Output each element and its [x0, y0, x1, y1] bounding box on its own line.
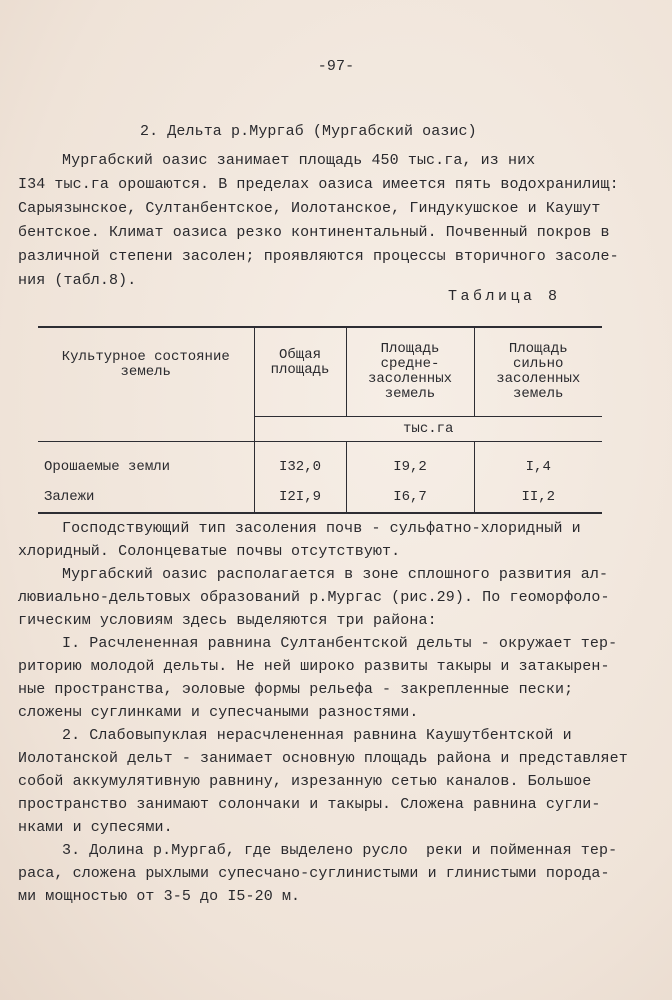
paragraph-line: раса, сложена рыхлыми супесчано-суглинистыми и глинистыми порода- [18, 865, 610, 882]
paragraph-line: I. Расчлененная равнина Султанбентской дельты - окружает тер- [62, 635, 618, 652]
row-label: Орошаемые земли [44, 459, 171, 475]
column-header-strong-saline: Площадь сильно засоленных земель [474, 327, 602, 417]
paragraph-line: риторию молодой дельты. Не ней широко развиты такыры и затакырен- [18, 658, 610, 675]
column-header-land-state: Культурное состояние земель [38, 327, 254, 442]
paragraph-line: собой аккумулятивную равнину, изрезанную сетью каналов. Большое [18, 773, 592, 790]
paragraph-line: Мургабский оазис занимает площадь 450 тыс.га, из них [62, 152, 536, 169]
column-header-total-area: Общая площадь [254, 327, 346, 417]
paragraph-line: лювиально-дельтовых образований р.Мургас (рис.29). По геоморфоло- [18, 589, 610, 606]
row-label: Залежи [38, 482, 254, 513]
paragraph-line: ми мощностью от 3-5 до I5-20 м. [18, 888, 301, 905]
unit-label: тыс.га [254, 417, 602, 442]
table-row [38, 482, 602, 513]
table-row [38, 442, 602, 483]
paragraph-line: нками и супесями. [18, 819, 173, 836]
paragraph-line: сложены суглинками и супесчаными разностями. [18, 704, 419, 721]
paragraph-line: I34 тыс.га орошаются. В пределах оазиса имеется пять водохранилищ: [18, 176, 619, 193]
paragraph-line: 3. Долина р.Мургаб, где выделено русло реки и пойменная тер- [62, 842, 618, 859]
table-header-row [38, 327, 602, 417]
paragraph-line: гическим условиям здесь выделяются три района: [18, 612, 437, 629]
paragraph-line: пространство занимают солончаки и такыры. Сложена равнина сугли- [18, 796, 601, 813]
cell-strong: II,2 [474, 482, 602, 513]
cell-medium: I6,7 [346, 482, 474, 513]
column-header-medium-saline: Площадь средне- засоленных земель [346, 327, 474, 417]
data-table [38, 326, 602, 514]
paragraph-line: Господствующий тип засоления почв - сульфатно-хлоридный и [62, 520, 581, 537]
table-caption: Таблица 8 [448, 288, 561, 305]
section-heading: 2. Дельта р.Мургаб (Мургабский оазис) [140, 123, 477, 140]
cell-total: I32,0 [254, 442, 346, 483]
paragraph-line: 2. Слабовыпуклая нерасчлененная равнина Каушутбентской и [62, 727, 572, 744]
cell-strong: I,4 [474, 442, 602, 483]
page-number: -97- [317, 58, 355, 75]
paragraph-line: Сарыязынское, Султанбентское, Иолотанское, Гиндукушское и Каушут [18, 200, 601, 217]
paragraph-line: ния (табл.8). [18, 272, 137, 289]
paragraph-line: Мургабский оазис располагается в зоне сплошного развития ал- [62, 566, 609, 583]
paragraph-line: хлоридный. Солонцеватые почвы отсутствуют. [18, 543, 401, 560]
paragraph-line: Иолотанской дельт - занимает основную площадь района и представляет [18, 750, 628, 767]
paragraph-line: ные пространства, эоловые формы рельефа - закрепленные пески; [18, 681, 574, 698]
cell-total: I2I,9 [254, 482, 346, 513]
paragraph-line: различной степени засолен; проявляются процессы вторичного засоле- [18, 248, 619, 265]
cell-medium: I9,2 [346, 442, 474, 483]
paragraph-line: бентское. Климат оазиса резко континентальный. Почвенный покров в [18, 224, 610, 241]
